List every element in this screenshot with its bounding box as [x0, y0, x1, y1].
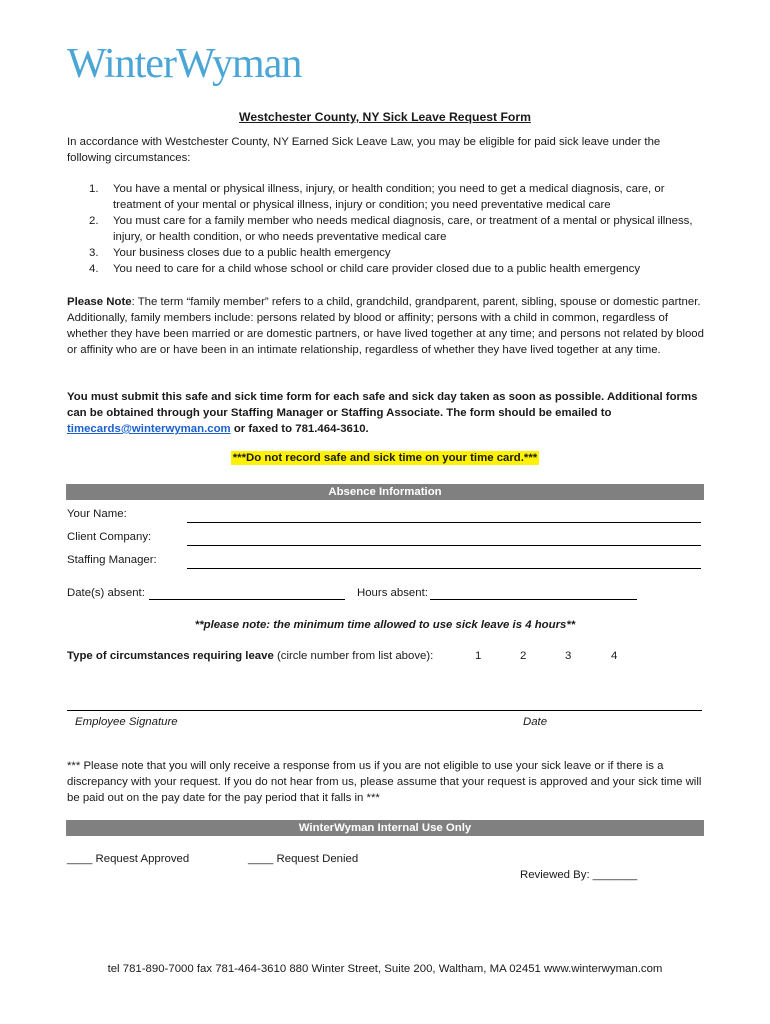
dates-absent-field[interactable] [149, 599, 345, 600]
request-approved[interactable]: ____ Request Approved [67, 853, 190, 865]
list-item: 3. Your business closes due to a public health emergency [89, 247, 391, 259]
list-item: 2. You must care for a family member who needs medical diagnosis, care, or treatment of a mental or physical illness, injury, or health condition, or who needs preventative medical care [89, 215, 693, 243]
circumstance-option-4[interactable]: 4 [611, 650, 618, 662]
please-note-text: : The term “family member” refers to a child, grandchild, grandparent, parent, sibling, spouse or domestic partner. Additionally, family members include: persons related by blood or affinity; persons with a child in common, regardless of whether they have been married or are domestic partners, or have lived together at any time; and persons not related by blood or affinity who are or have been in an intimate relationship, regardless of whether they have lived together at any time. [67, 296, 704, 356]
company-logo: WinterWyman [67, 41, 302, 87]
circumstance-option-2[interactable]: 2 [520, 650, 527, 662]
please-note-paragraph [67, 294, 707, 358]
submit-instructions: You must submit this safe and sick time form for each safe and sick day taken as soon as possible. Additional forms can be obtained through your Staffing Manager or Staffing Associate. The form should be emailed to timecards@winterwyman.com or faxed to 781.464-3610. [67, 391, 698, 435]
date-label: Date [523, 716, 548, 728]
reviewed-by[interactable]: Reviewed By: _______ [520, 869, 638, 881]
circumstance-type-label: Type of circumstances requiring leave (circle number from list above): [67, 650, 434, 662]
please-note-label: Please Note [67, 296, 132, 308]
dates-absent-label: Date(s) absent: [67, 587, 145, 599]
request-denied[interactable]: ____ Request Denied [248, 853, 359, 865]
staffing-manager-label: Staffing Manager: [67, 554, 157, 566]
staffing-manager-field[interactable] [187, 568, 701, 569]
intro-paragraph: In accordance with Westchester County, NY Earned Sick Leave Law, you may be eligible for paid sick leave under the following circumstances: [67, 136, 661, 164]
absence-information-header: Absence Information [66, 484, 704, 500]
your-name-field[interactable] [187, 522, 701, 523]
your-name-label: Your Name: [67, 508, 127, 520]
hours-absent-field[interactable] [430, 599, 637, 600]
minimum-time-note: **please note: the minimum time allowed to use sick leave is 4 hours** [194, 619, 576, 631]
employee-signature-label: Employee Signature [75, 716, 178, 728]
list-item: 1. You have a mental or physical illness, injury, or health condition; you need to get a medical diagnosis, care, or treatment of your mental or physical illness, injury or condition; you need preventative medical care [89, 183, 665, 211]
internal-use-header: WinterWyman Internal Use Only [66, 820, 704, 836]
circumstances-list [67, 181, 707, 277]
client-company-label: Client Company: [67, 531, 152, 543]
response-note: *** Please note that you will only receive a response from us if you are not eligible to use your sick leave or if there is a discrepancy with your request. If you do not hear from us, please assume that your request is approved and your sick time will be paid out on the pay date for the pay period that it falls in *** [67, 760, 702, 804]
circumstance-option-1[interactable]: 1 [475, 650, 482, 662]
signature-line[interactable] [67, 710, 702, 711]
time-card-warning-wrap [0, 452, 770, 464]
form-title: Westchester County, NY Sick Leave Request Form [239, 110, 531, 124]
circumstance-option-3[interactable]: 3 [565, 650, 572, 662]
hours-absent-label: Hours absent: [357, 587, 428, 599]
list-item: 4. You need to care for a child whose school or child care provider closed due to a public health emergency [89, 263, 641, 275]
footer-contact: tel 781-890-7000 fax 781-464-3610 880 Winter Street, Suite 200, Waltham, MA 02451 www.winterwyman.com [107, 963, 663, 975]
email-link[interactable]: timecards@winterwyman.com [67, 423, 231, 435]
time-card-warning: ***Do not record safe and sick time on your time card.*** [232, 452, 538, 464]
client-company-field[interactable] [187, 545, 701, 546]
